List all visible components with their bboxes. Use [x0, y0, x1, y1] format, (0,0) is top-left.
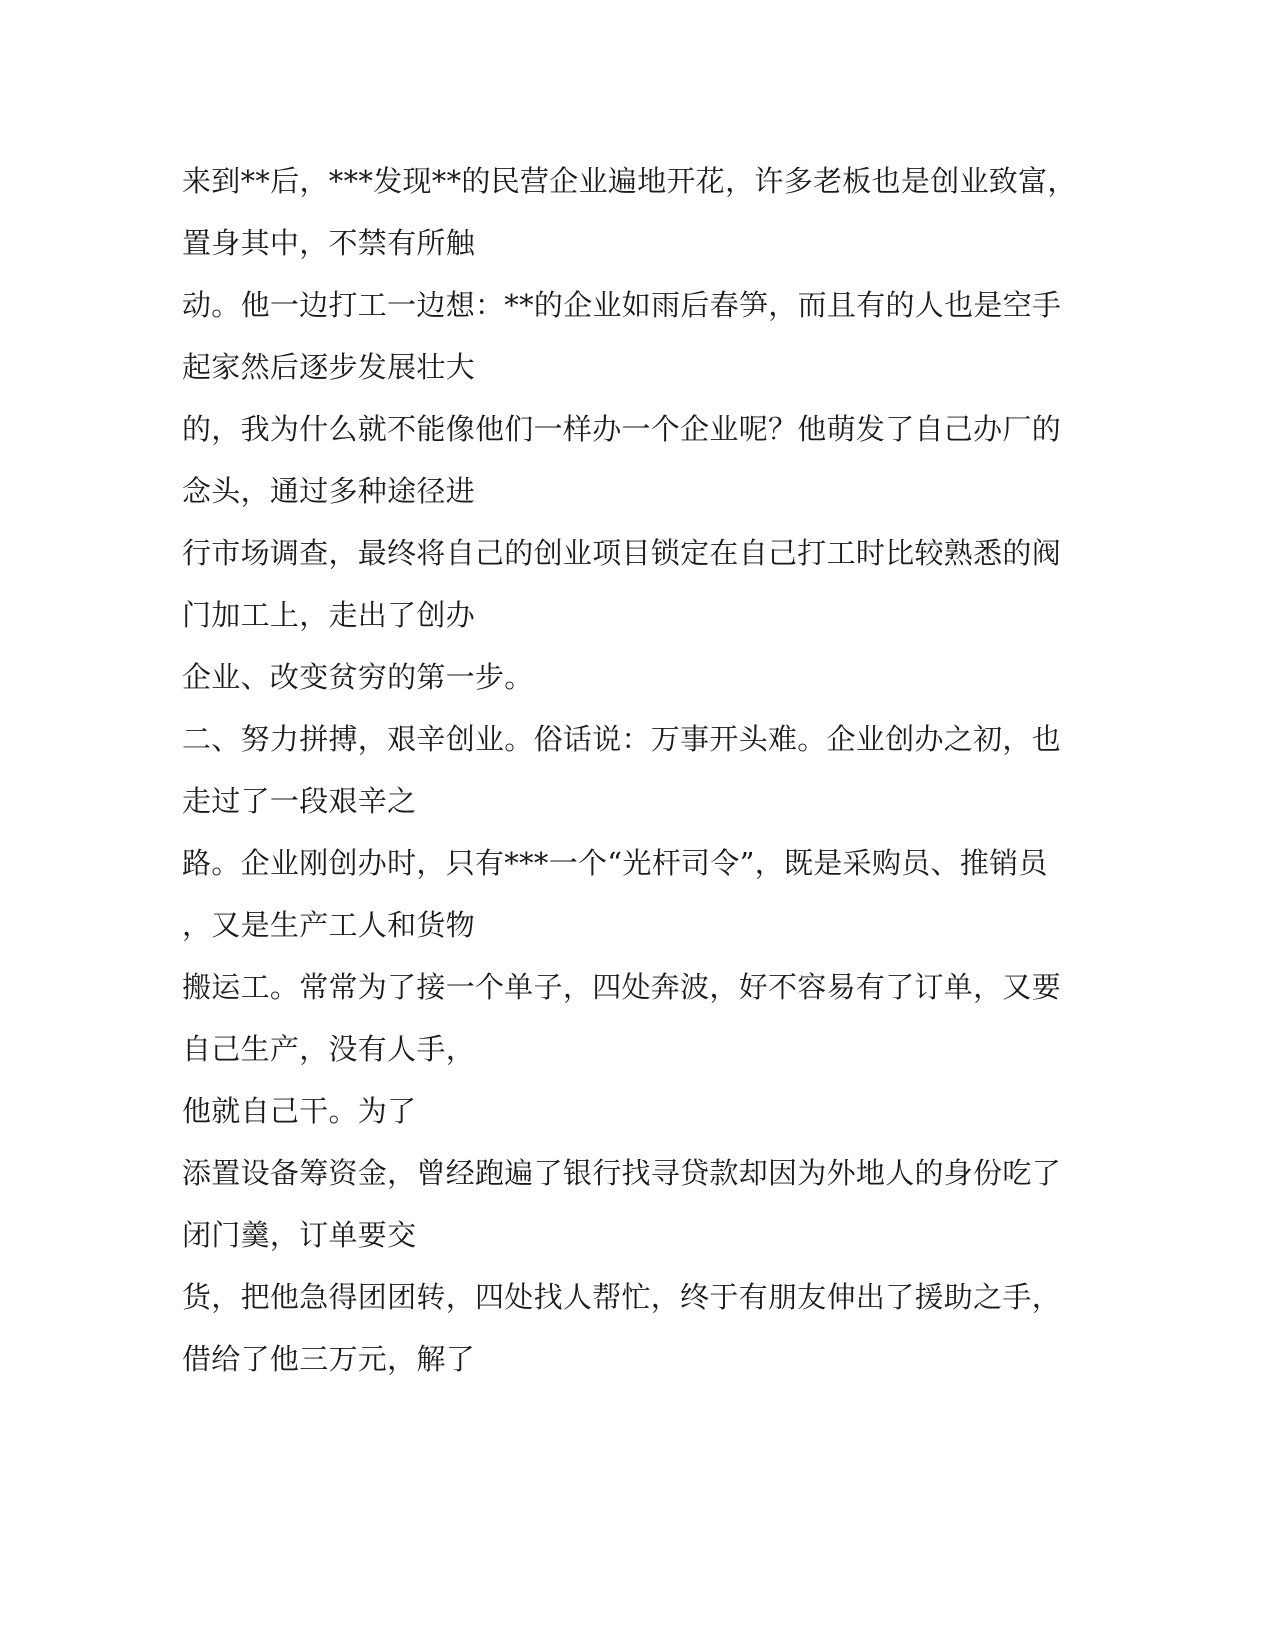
text-line: 闭门羹，订单要交: [182, 1218, 417, 1252]
body-text: [182, 160, 1082, 1400]
text-line: 的，我为什么就不能像他们一样办一个企业呢？他萌发了自己办厂的: [182, 412, 1062, 446]
text-line: 货，把他急得团团转，四处找人帮忙，终于有朋友伸出了援助之手，: [182, 1280, 1062, 1314]
text-line: 企业、改变贫穷的第一步。: [182, 660, 534, 694]
text-line: 念头，通过多种途径进: [182, 474, 476, 508]
text-line: 搬运工。常常为了接一个单子，四处奔波，好不容易有了订单，又要: [182, 970, 1062, 1004]
text-line: 他就自己干。为了: [182, 1094, 417, 1128]
text-line: ，又是生产工人和货物: [182, 908, 476, 942]
text-line: 门加工上，走出了创办: [182, 598, 476, 632]
text-line: 走过了一段艰辛之: [182, 784, 417, 818]
text-line: 动。他一边打工一边想：**的企业如雨后春笋，而且有的人也是空手: [182, 288, 1062, 322]
text-line: 起家然后逐步发展壮大: [182, 350, 476, 384]
text-line: 置身其中，不禁有所触: [182, 226, 476, 260]
text-line: 添置设备筹资金，曾经跑遍了银行找寻贷款却因为外地人的身份吃了: [182, 1156, 1062, 1190]
text-line: 路。企业刚创办时，只有***一个“光杆司令”，既是采购员、推销员: [182, 846, 1048, 880]
text-line: 来到**后，***发现**的民营企业遍地开花，许多老板也是创业致富，: [182, 164, 1077, 198]
text-line: 自己生产，没有人手，: [182, 1032, 476, 1066]
text-line: 借给了他三万元，解了: [182, 1342, 476, 1376]
text-line: 行市场调查，最终将自己的创业项目锁定在自己打工时比较熟悉的阀: [182, 536, 1062, 570]
text-line: 二、努力拼搏，艰辛创业。俗话说：万事开头难。企业创办之初，也: [182, 722, 1062, 756]
